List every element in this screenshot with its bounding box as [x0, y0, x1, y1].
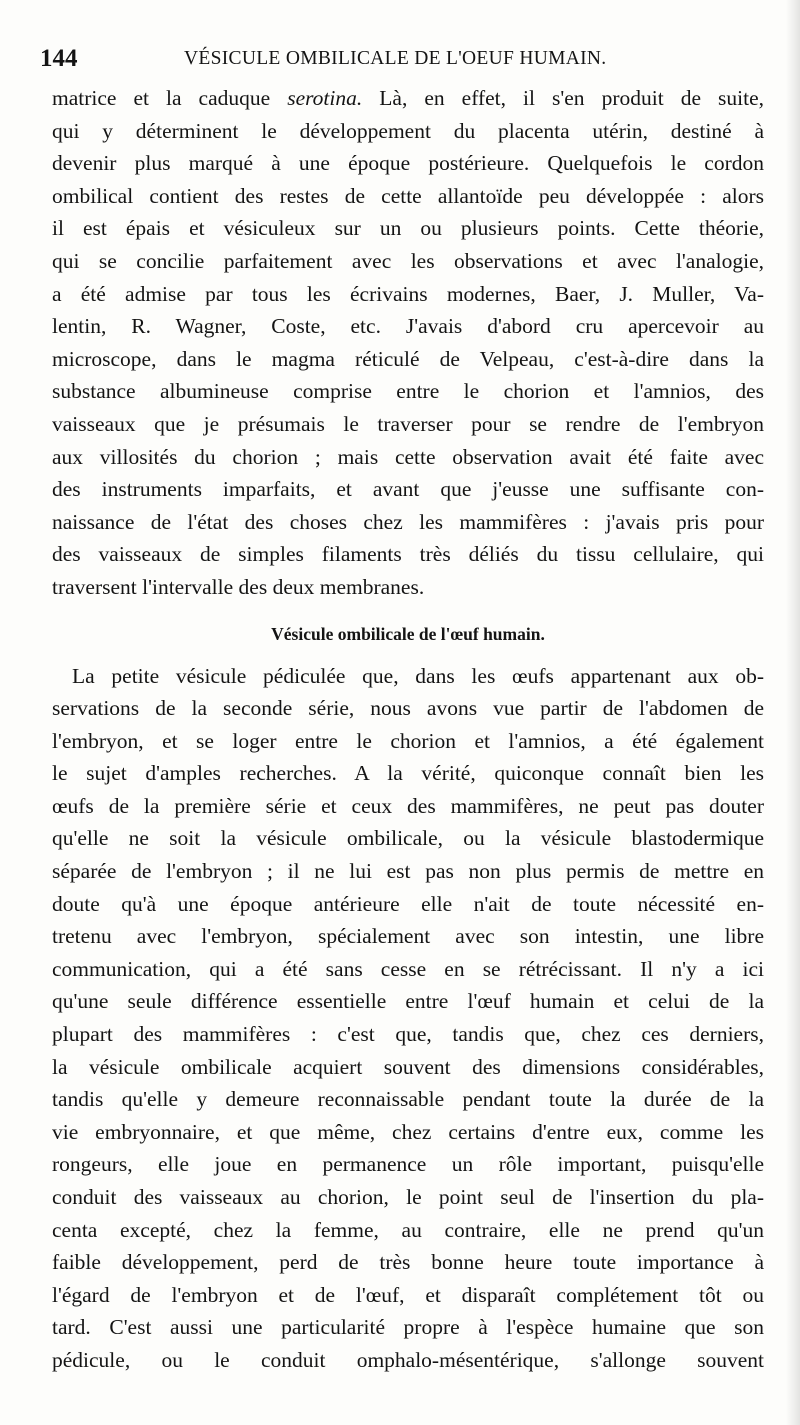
- text-line: tretenu avec l'embryon, spécialement avec son intestin, une libre: [52, 924, 764, 949]
- text-line: microscope, dans le magma réticulé de Velpeau, c'est-à-dire dans la: [52, 346, 764, 371]
- text-run: Là, en effet, il s'en produit de suite,: [362, 86, 764, 110]
- italic-term: serotina.: [287, 86, 363, 110]
- section-heading: Vésicule ombilicale de l'œuf humain.: [271, 623, 545, 644]
- text-line: tandis qu'elle y demeure reconnaissable pendant toute la durée de la: [52, 1087, 764, 1112]
- text-line: conduit des vaisseaux au chorion, le point seul de l'insertion du pla-: [52, 1185, 764, 1209]
- text-line: il est épais et vésiculeux sur un ou plusieurs points. Cette théorie,: [52, 216, 764, 241]
- text-line: plupart des mammifères : c'est que, tandis que, chez ces derniers,: [52, 1022, 764, 1047]
- paragraph-2: [52, 660, 764, 1377]
- text-line: œufs de la première série et ceux des mammifères, ne peut pas douter: [52, 793, 764, 818]
- text-line: [52, 82, 764, 115]
- text-line: a été admise par tous les écrivains modernes, Baer, J. Muller, Va-: [52, 281, 764, 306]
- text-line: servations de la seconde série, nous avons vue partir de l'abdomen de: [52, 696, 764, 721]
- text-line: pédicule, ou le conduit omphalo-mésentérique, s'allonge souvent: [52, 1347, 764, 1372]
- text-line: lentin, R. Wagner, Coste, etc. J'avais d'abord cru apercevoir au: [52, 314, 764, 339]
- text-line: communication, qui a été sans cesse en se rétrécissant. Il n'y a ici: [52, 956, 764, 981]
- text-line: le sujet d'amples recherches. A la vérité, quiconque connaît bien les: [52, 761, 764, 786]
- text-line: substance albumineuse comprise entre le chorion et l'amnios, des: [52, 379, 764, 404]
- text-line: centa excepté, chez la femme, au contraire, elle ne prend qu'un: [52, 1217, 764, 1242]
- text-line: qu'une seule différence essentielle entre l'œuf humain et celui de la: [52, 989, 764, 1014]
- text-line: doute qu'à une époque antérieure elle n'ait de toute nécessité en-: [52, 891, 764, 916]
- text-line: des instruments imparfaits, et avant que j'eusse une suffisante con-: [52, 477, 764, 502]
- text-line: séparée de l'embryon ; il ne lui est pas non plus permis de mettre en: [52, 859, 764, 884]
- text-block: [52, 82, 764, 1377]
- page-gutter-shadow: [786, 0, 800, 1425]
- text-line: l'égard de l'embryon et de l'œuf, et disparaît complétement tôt ou: [52, 1282, 764, 1307]
- text-line: traversent l'intervalle des deux membranes.: [52, 574, 425, 599]
- running-title: VÉSICULE OMBILICALE DE L'OEUF HUMAIN.: [184, 48, 607, 69]
- text-line: tard. C'est aussi une particularité propre à l'espèce humaine que son: [52, 1315, 764, 1340]
- paragraph-1: [52, 82, 764, 604]
- text-line: vie embryonnaire, et que même, chez certains d'entre eux, comme les: [52, 1119, 764, 1144]
- text-line: faible développement, perd de très bonne heure toute importance à: [52, 1250, 764, 1275]
- text-line: La petite vésicule pédiculée que, dans les œufs appartenant aux ob-: [72, 663, 764, 688]
- text-line: ombilical contient des restes de cette allantoïde peu développée : alors: [52, 183, 764, 208]
- text-line: qui se concilie parfaitement avec les observations et avec l'analogie,: [52, 248, 764, 273]
- text-line: l'embryon, et se loger entre le chorion et l'amnios, a été également: [52, 728, 764, 753]
- text-line: rongeurs, elle joue en permanence un rôle important, puisqu'elle: [52, 1152, 764, 1177]
- text-line: qu'elle ne soit la vésicule ombilicale, ou la vésicule blastodermique: [52, 826, 764, 851]
- page-number: 144: [40, 45, 78, 72]
- text-line: naissance de l'état des choses chez les mammifères : j'avais pris pour: [52, 509, 764, 534]
- text-line: qui y déterminent le développement du placenta utérin, destiné à: [52, 118, 764, 143]
- text-line: la vésicule ombilicale acquiert souvent des dimensions considérables,: [52, 1054, 764, 1079]
- text-line: vaisseaux que je présumais le traverser pour se rendre de l'embryon: [52, 411, 764, 436]
- running-head: [40, 42, 762, 76]
- text-line: devenir plus marqué à une époque postérieure. Quelquefois le cordon: [52, 151, 764, 176]
- text-line: aux villosités du chorion ; mais cette observation avait été faite avec: [52, 444, 764, 469]
- text-run: matrice et la caduque: [52, 86, 288, 110]
- text-line: des vaisseaux de simples filaments très déliés du tissu cellulaire, qui: [52, 542, 764, 567]
